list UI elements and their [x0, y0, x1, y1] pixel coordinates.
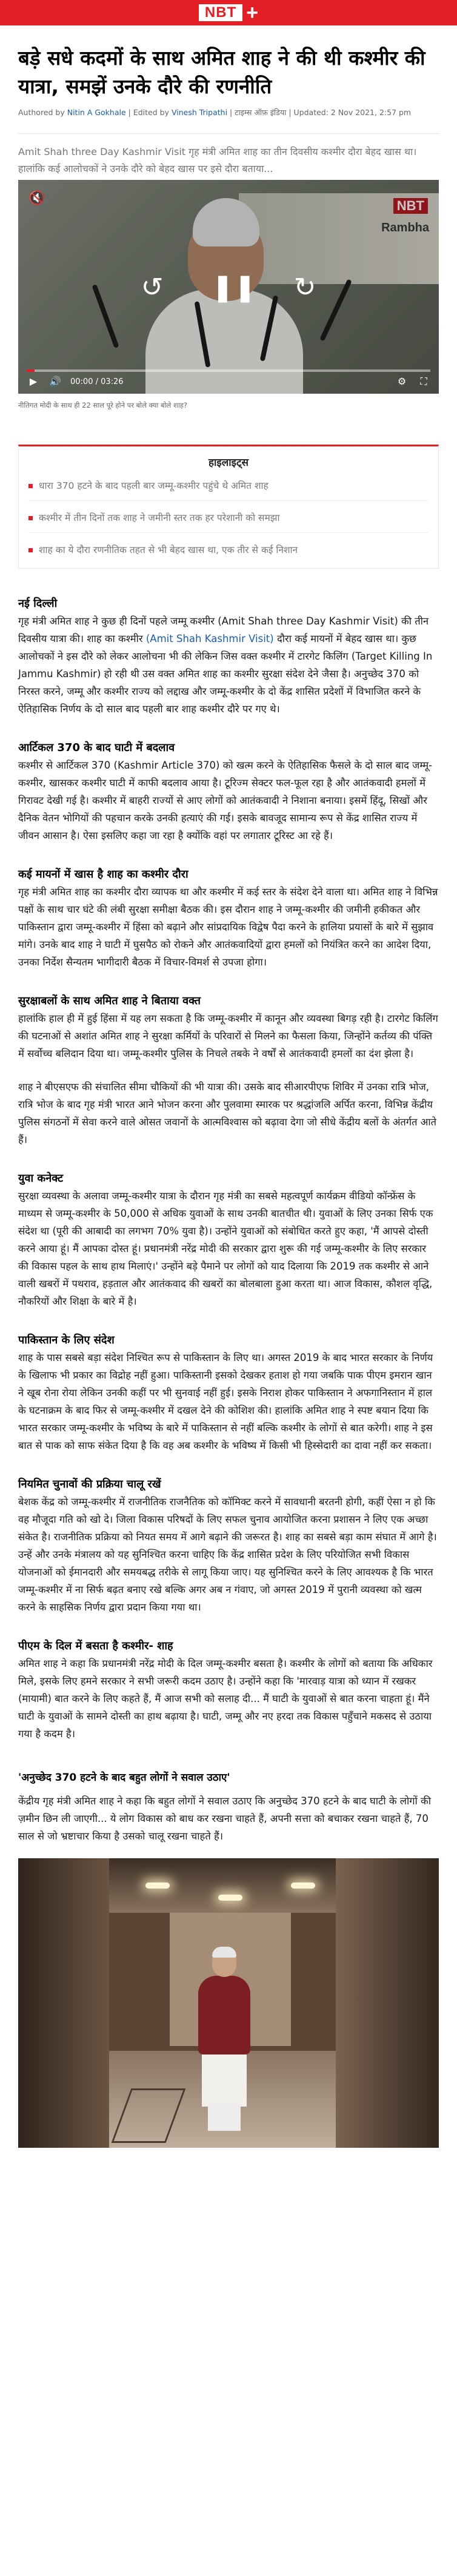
video-backdrop-text: Rambha [381, 221, 429, 234]
section-article-370-questions [18, 1769, 439, 1845]
pause-icon[interactable]: ❚❚ [212, 272, 256, 303]
video-controls [18, 180, 439, 394]
section-paragraph: शाह ने बीएसएफ की संचालित सीमा चौकियों की भी यात्रा की। उसके बाद सीआरपीएफ शिविर में उनका रात्रि भोज, रात्रि भोज के बाद गृह मंत्री भारत आने भोजन करना और पुलवामा स्मारक पर श्रद्धांजलि अर्पित करना, विभिन्न केंद्रीय पुलिस संगठनों में सेवा करने वाले ओसत जवानों के आत्मविश्वास को बढ़ावा देगा जो सीधे केंद्रीय बलों के अंतर्गत आते हैं। [18, 1081, 437, 1145]
byline: Authored by Nitin A Gokhale | Edited by Vinesh Tripathi | टाइम्स ऑफ़ इंडिया | Updated: 2 Nov 2021, 2:57 pm [18, 108, 412, 117]
section-heading: सुरक्षाबलों के साथ अमित शाह ने बिताया वक्त [18, 995, 201, 1007]
section-heading: कई मायनों में खास है शाह का कश्मीर दौरा [18, 868, 188, 881]
video-seek-progress [27, 369, 35, 372]
logo-plus-icon: + [246, 1, 259, 24]
section-paragraph: अमित शाह ने कहा कि प्रधानमंत्री नरेंद्र मोदी के दिल जम्मू-कश्मीर बसता है। कश्मीर के लोगों को बताया कि अधिकार मिले, इसके लिए हमने सरकार ने सभी जरूरी कदम उठाए है। उन्होंने कहा कि 'मारवाड़ यात्रा को ध्यान में रखकर (मायामी) बात करने के लिए कहते हैं, मैं आज सभी को सलाह दी... मैं घाटी के युवाओं से बात करना चाहता हूं। मैंने घाटी के युवाओं के सामने दोस्ती का हाथ बढ़ाया है। घाटी, जम्मू और नए हरदा तक विकास पहुँचाने मकसद से उठाया गया है कदम है। [18, 1658, 433, 1740]
forward-10-icon[interactable]: ↻ [293, 272, 316, 303]
edited-prefix: Edited by [133, 108, 169, 117]
section-paragraph: गृह मंत्री अमित शाह का कश्मीर दौरा व्यापक था और कश्मीर में कई स्तर के संदेश देने वाला था। अमित शाह ने विभिन्न पक्षों के साथ चार घंटे की लंबी सुरक्षा समीक्षा बैठक की। इस दौरान शाह ने जम्मू-कश्मीर की जमीनी हकीकत और पाकिस्तान द्वारा जम्मू-कश्मीर में हिंसा को बढ़ाने और सांप्रदायिक विद्वेष पैदा करने के हालिया प्रयासों के बारे में सुझाव मांगे। उनके बाद शाह ने घाटी में घुसपैठ को रोकने और आतंकवादियों द्वारा हमलों को नियंत्रित करने का आदेश दिया, उनका निर्देश सैन्यतम भागीदारी बैठक में विचार-विमर्श से उपजा होगा। [18, 886, 438, 968]
rewind-10-icon[interactable]: ↺ [141, 272, 164, 303]
section-pakistan-message [18, 1332, 439, 1454]
inline-link[interactable]: (Amit Shah Kashmir Visit) [145, 633, 274, 644]
video-player[interactable] [18, 180, 439, 394]
bullet-icon [28, 516, 33, 520]
highlight-item: धारा 370 हटने के बाद पहली बार जम्मू-कश्मीर पहुंचे थे अमित शाह [28, 478, 429, 501]
section-paragraph: शाह के पास सबसे बड़ा संदेश निश्चित रूप से पाकिस्तान के लिए था। अगस्त 2019 के बाद भारत सरकार के निर्णय के खिलाफ भी प्रकार का विद्रोह नहीं हुआ। पाकिस्तानी इसको देखकर हताश हो गया जबकि पाक पीएम इमरान खान ने खूब रोना रोया लेकिन उनकी कहीं पर भी सुनवाई नहीं हुई। इसके निराश होकर पाकिस्तान ने अफगानिस्तान में हाल के घटनाक्रम के बाद फिर से जम्मू-कश्मीर में दखल देने की कोशिश की। हालांकि अमित शाह ने स्पष्ट बयान दिया कि भारत सरकार जम्मू-कश्मीर के भविष्य के बारे में पाकिस्तान से नहीं बल्कि कश्मीर के लोगों से बात करेगी। शाह ने इस बात से पाक को साफ संकेत दिया है कि वह अब कश्मीर के भविष्य में किसी भी हिस्सेदारी का दावा नहीं कर सकता। [18, 1352, 433, 1451]
section-heading: नियमित चुनावों की प्रक्रिया चालू रखें [18, 1478, 161, 1491]
logo-text: NBT [199, 4, 242, 21]
section-heading: आर्टिकल 370 के बाद घाटी में बदलाव [18, 741, 175, 754]
article-title: बड़े सधे कदमों के साथ अमित शाह ने की थी कश्मीर की यात्रा, समझें उनके दौरे की रणनीति [18, 46, 425, 98]
section-pm-heart [18, 1638, 439, 1743]
section-article-370 [18, 740, 439, 844]
authored-prefix: Authored by [18, 108, 65, 117]
editor-link[interactable]: Vinesh Tripathi [171, 108, 228, 117]
person-figure [191, 1949, 258, 2131]
video-caption: नीतिगत मोदी के साथ ही 22 साल पूरे होने पर बोले क्या बोले शाह? [18, 401, 188, 409]
bullet-icon [28, 548, 33, 552]
volume-icon[interactable]: 🔊 [49, 376, 61, 387]
section-nai-dilli [18, 595, 439, 718]
speaker-muted-icon[interactable]: 🔇 [28, 191, 45, 206]
section-paragraph: गृह मंत्री अमित शाह ने कुछ ही दिनों पहले जम्मू कश्मीर (Amit Shah three Day Kashmir Visit) की तीन दिवसीय यात्रा की। शाह का कश्मीर (Amit Shah Kashmir Visit) दौरा कई मायनों में बेहद खास था। कुछ आलोचकों ने इस दौरे को लेकर आलोचना भी की लेकिन जिस वक्त कश्मीर में टारगेट किलिंग (Target Killing In Jammu Kashmir) हो रही थी उस वक्त अमित शाह का कश्मीर सुरक्षा संदेश देने जैसा है। अनुच्छेद 370 को निरस्त करने, जम्मू और कश्मीर राज्य को लद्दाख और जम्मू-कश्मीर के दो केंद्र शासित प्रदेशों में विभाजित करने के ऐतिहासिक निर्णय के दो साल बाद पहली बार शाह कश्मीर दौरे पर गए थे। [18, 615, 433, 715]
section-paragraph: बेशक केंद्र को जम्मू-कश्मीर में राजनीतिक राजनैतिक को कॉमिक्ट करने में सावधानी बरतनी होगी, कहीं ऐसा न हो कि वह मौजूदा गति को खो दे। जिला विकास परिषदों के लिए सफल चुनाव आयोजित करना प्रशासन ने लिए एक अच्छा संकेत है। राजनीतिक प्रक्रिया को नियत समय में आगे बढ़ाने की जरूरत है। शाह का सबसे बड़ा काम संघात में आगे है। उन्हें और उनके मंत्रालय को यह सुनिश्चित करना चाहिए कि केंद्र शासित प्रदेश के लिए परियोजित सभी विकास योजनाओं को ईमानदारी और समयबद्ध तरीके से लागू किया जाए। यह सुनिश्चित करने के लिए आवश्यक है कि भारत जम्मू-कश्मीर में ना सिर्फ बढ़त बनाए रखे बल्कि अगर अब न गंवाए, जो अगस्त 2019 में पुरानी व्यवस्था को खत्म करने के साहसिक निर्णय द्वारा प्रदान किया गया था। [18, 1496, 437, 1613]
section-heading: नई दिल्ली [18, 597, 58, 610]
highlight-item: कश्मीर में तीन दिनों तक शाह ने जमीनी स्तर तक हर परेशानी को समझा [28, 511, 429, 533]
section-security-forces [18, 993, 439, 1148]
highlight-item: शाह का ये दौरा रणनीतिक तहत से भी बेहद खास था, एक तीर से कई निशान [28, 543, 429, 557]
section-heading: पीएम के दिल में बसता है कश्मीर- शाह [18, 1640, 173, 1652]
highlights-title: हाइलाइट्स [208, 457, 249, 469]
section-paragraph: कश्मीर से आर्टिकल 370 (Kashmir Article 370) को खत्म करने के ऐतिहासिक फैसले के दो साल बाद जम्मू-कश्मीर, खासकर कश्मीर घाटी में काफी बदलाव आया है। टूरिज्म सेक्टर फल-फूल रहा है और आतंकवादी हमलों में गिरावट देखी गई है। कश्मीर में बाहरी राज्यों से आए लोगों को आतंकवादी ने निशाना बनाया। इसमें हिंदू, सिखों और दैनिक वेतन भोगियों की पहचान करके उनकी हत्याएं की गई। इसके बावजूद सामान्य रूप से केंद्र शासित राज्य में जीवन आसान है। ऐसा इसलिए कहा जा रहा है क्योंकि वहां पर लगातार टूरिस्ट आ रहे हैं। [18, 760, 433, 841]
gear-icon[interactable]: ⚙ [397, 376, 407, 387]
source: टाइम्स ऑफ़ इंडिया [235, 108, 287, 117]
play-icon[interactable]: ▶ [29, 376, 38, 387]
article [0, 44, 457, 2172]
nbt-logo[interactable] [199, 1, 259, 24]
article-photo [18, 1858, 439, 2148]
top-bar [0, 0, 457, 25]
section-heading: 'अनुच्छेद 370 हटने के बाद बहुत लोगों ने सवाल उठाए' [18, 1772, 230, 1784]
section-paragraph: केंद्रीय गृह मंत्री अमित शाह ने कहा कि बहुत लोगों ने सवाल उठाए कि अनुच्छेद 370 हटने के बाद घाटी के लोगों की ज़मीन छिन ली जाएगी... ये लोग विकास को बाध कर रखना चाहते हैं, अपनी सत्ता को बचाकर रखना चाहते हैं, 70 साल से जो भ्रष्टाचार किया है उसको चालू रखना चाहते हैं। [18, 1795, 431, 1842]
highlights-box [18, 445, 439, 569]
section-heading: पाकिस्तान के लिए संदेश [18, 1334, 115, 1346]
section-paragraph: हालांकि हाल ही में हुई हिंसा में यह लग सकता है कि जम्मू-कश्मीर में कानून और व्यवस्था बिगड़ रही है। टारगेट किलिंग की घटनाओं से अशांत अमित शाह ने सुरक्षा कर्मियों के परिवारों से मिलने का फैसला किया, जिन्होंने कर्तव्य की पंक्ति में सर्वोच्च बलिदान दिया था। जम्मू-कश्मीर पुलिस के निचले तबके ने वर्षों से आतंकवादी हमलों का दंश झेला है। [18, 1013, 438, 1059]
video-brand: NBT [393, 198, 428, 214]
section-heading: युवा कनेक्ट [18, 1172, 64, 1185]
bullet-icon [28, 484, 33, 488]
fullscreen-icon[interactable]: ⛶ [420, 376, 427, 387]
video-time: 00:00 / 03:26 [70, 377, 124, 386]
video-seek-bar[interactable] [27, 369, 430, 372]
section-youth-connect [18, 1170, 439, 1310]
section-elections [18, 1476, 439, 1616]
section-kashmir-visit [18, 866, 439, 971]
divider [18, 133, 439, 134]
section-paragraph: सुरक्षा व्यवस्था के अलावा जम्मू-कश्मीर यात्रा के दौरान गृह मंत्री का सबसे महत्वपूर्ण कार्यक्रम वीडियो कॉन्फ्रेंस के माध्यम से जम्मू-कश्मीर के 50,000 से अधिक युवाओं के साथ उनकी बातचीत थी। युवाओं के लिए उनका सिर्फ एक संदेश था (पूरी की आबादी का लगभग 70% युवा है)। उन्होंने युवाओं को संबोधित करते हुए कहा, 'मैं आपसे दोस्ती करने आया हूं। मैं आपका दोस्त हूं। प्रधानमंत्री नरेंद्र मोदी की सरकार द्वारा शुरू की गई जम्मू-कश्मीर के लिए सरकार की विकास पहल के साथ हाथ मिलाएं।' उन्होंने बड़े पैमाने पर लोगों को याद दिलाया कि 2019 तक कश्मीर से आने वाली खबरों में पथराव, हड़ताल और आतंकवाद की खबरों का बोलबाला हुआ करता था। आज विकास, कौशल वृद्धि, नौकरियों और शिक्षा के बारे में है। [18, 1190, 433, 1307]
updated-time: Updated: 2 Nov 2021, 2:57 pm [293, 108, 412, 117]
author-link[interactable]: Nitin A Gokhale [67, 108, 126, 117]
article-summary: Amit Shah three Day Kashmir Visit गृह मंत्री अमित शाह का तीन दिवसीय कश्मीर दौरा बेहद खास था। हालांकि कई आलोचकों ने उनके दौरे को बेहद खास पर इसे दौरा बताया... [18, 146, 417, 174]
